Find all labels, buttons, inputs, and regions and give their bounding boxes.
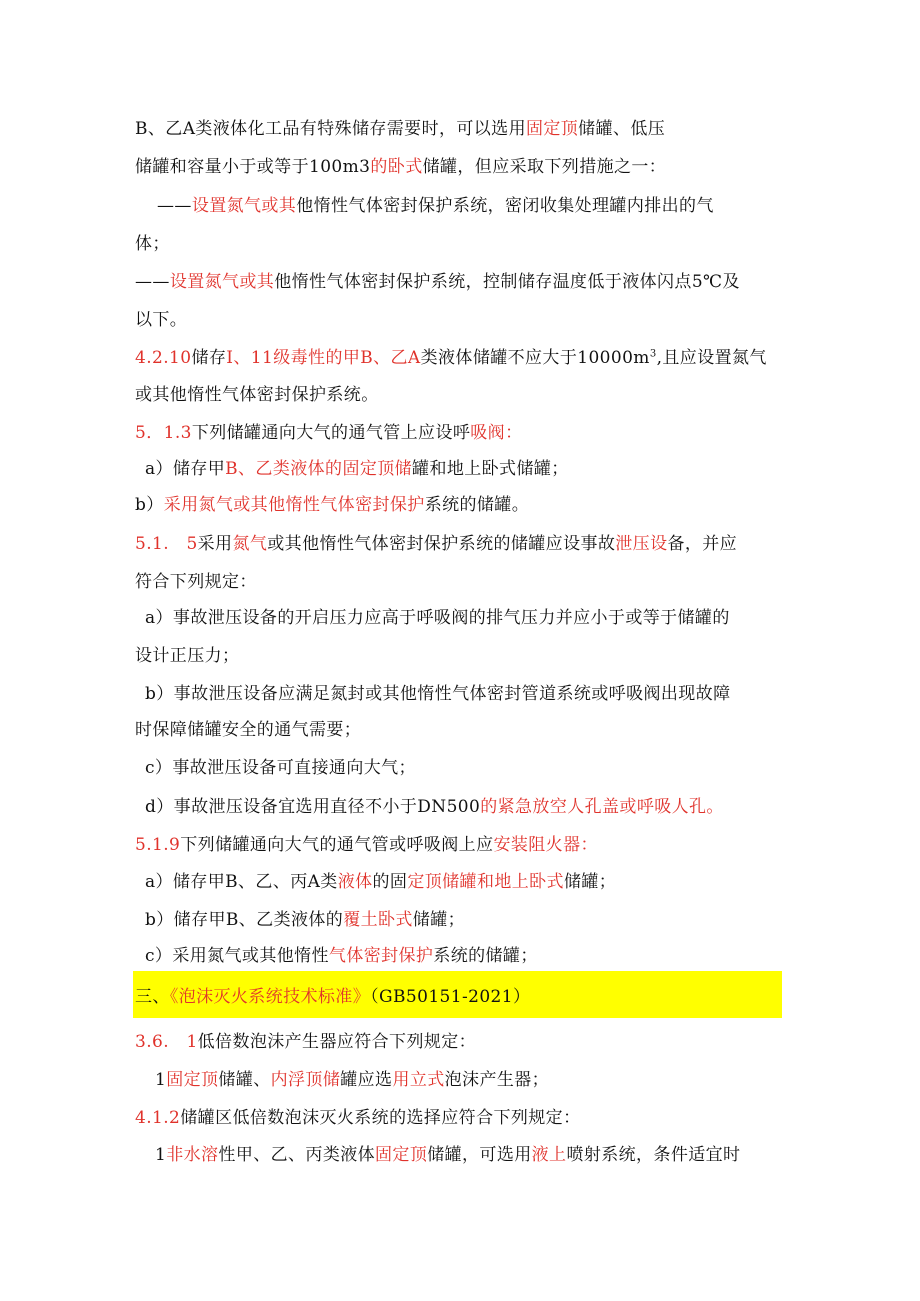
text-segment: 泡沫产生器； (444, 1070, 550, 1090)
text-line-l13 (135, 571, 257, 593)
text-line-l21 (145, 871, 616, 893)
text-segment: 设计正压力； (135, 646, 240, 666)
text-segment: 性甲、乙、丙类液体 (218, 1145, 376, 1165)
text-segment: d）事故泄压设备宜选用直径不小于DN500 (145, 797, 481, 817)
text-line-l10 (145, 458, 569, 480)
text-segment: 氮气 (232, 534, 268, 554)
text-segment: 储罐和容量小于或等于100m3 (135, 157, 371, 177)
text-segment: 时保障储罐安全的通气需要； (135, 720, 362, 740)
text-line-l7 (135, 347, 767, 369)
text-segment: b）事故泄压设备应满足氮封或其他惰性气体密封管道系统或呼吸阀出现故障 (145, 684, 731, 704)
text-segment: 系统的储罐； (433, 946, 538, 966)
text-segment: 气体密封保护 (328, 946, 434, 966)
text-segment: b）储存甲B、乙类液体的 (145, 910, 344, 930)
text-line-l8 (135, 384, 379, 406)
text-segment: 或其他惰性气体密封保护系统的储罐应设事故 (267, 534, 616, 554)
text-segment: 系统的储罐。 (424, 495, 530, 515)
text-line-l25 (135, 1031, 476, 1053)
text-segment: 罐和地上卧式储罐； (412, 459, 569, 479)
text-line-l20 (135, 834, 598, 856)
text-segment: 体； (135, 234, 170, 254)
text-line-l23 (145, 945, 538, 967)
text-segment: 采用氮气或其他惰性气体密 (163, 495, 373, 515)
text-segment: 封保护 (372, 495, 425, 515)
text-segment: 3.6. 1 (135, 1032, 198, 1052)
text-segment: 储罐，但应采取下列措施之一： (422, 157, 667, 177)
text-line-l4 (135, 233, 170, 255)
text-segment: 泄压设 (615, 534, 668, 554)
text-segment: 备，并应 (667, 534, 738, 554)
text-segment: 固定顶 (525, 119, 579, 139)
text-segment: 定顶储罐和地上卧式 (407, 872, 564, 892)
text-segment: 储罐，可选用 (427, 1145, 532, 1165)
text-segment: 喷射系统，条件适宜时 (566, 1145, 741, 1165)
text-segment: a）储存甲 (145, 459, 226, 479)
text-segment: B、乙类液体的 (225, 459, 343, 479)
text-line-l18 (145, 757, 416, 779)
text-segment: 类液体储罐不应大于10000m (420, 348, 650, 368)
text-segment: 的卧式 (370, 157, 423, 177)
text-segment: 储罐、低压 (578, 119, 666, 139)
text-segment: 固定顶 (166, 1070, 219, 1090)
text-segment: 设置氮气或其 (169, 272, 275, 292)
text-segment: 内浮顶储 (270, 1070, 341, 1090)
text-segment: b） (135, 495, 164, 515)
text-line-l24 (135, 986, 530, 1008)
text-segment: 液上 (531, 1145, 567, 1165)
text-segment: 非水溶 (166, 1145, 219, 1165)
text-segment: 5.1. 5 (135, 534, 198, 554)
text-line-l2 (135, 156, 666, 178)
text-segment: a）事故泄压设备的开启压力应高于呼吸阀的排气压力并应小于或等于储罐的 (145, 608, 730, 628)
text-segment: 储存 (191, 348, 227, 368)
text-segment: 下列储罐通向大气的通气管上应设呼 (191, 423, 471, 443)
text-segment: 罐应选 (340, 1070, 393, 1090)
text-segment: c）采用氮气或其他惰性 (145, 946, 329, 966)
text-segment: 吸阀： (470, 423, 523, 443)
text-segment: 以下。 (135, 310, 188, 330)
text-line-l17 (135, 719, 361, 741)
text-line-l16 (145, 683, 730, 705)
text-line-l22 (145, 909, 465, 931)
text-segment: 储罐、 (218, 1070, 271, 1090)
text-line-l1 (135, 118, 665, 140)
text-line-l11 (135, 494, 529, 516)
text-segment: 覆土卧式 (343, 910, 413, 930)
text-segment: 1 (155, 1145, 167, 1165)
text-segment: 5．1.3 (135, 423, 192, 443)
text-line-l3 (157, 195, 714, 217)
text-segment: 储罐； (412, 910, 465, 930)
text-segment: 储罐； (563, 872, 617, 892)
text-line-l14 (145, 607, 730, 629)
text-line-l19 (145, 796, 724, 818)
text-segment: 用立式 (392, 1070, 445, 1090)
text-line-l12 (135, 533, 737, 555)
text-segment: 1 (155, 1070, 167, 1090)
text-line-l6 (135, 309, 187, 331)
text-segment: 三、 (135, 987, 170, 1007)
text-segment: 或其他惰性气体密封保护系统。 (135, 385, 379, 405)
text-segment: 4.2.10 (135, 348, 192, 368)
text-segment: 5.1.9 (135, 835, 181, 855)
text-segment: —— (157, 196, 192, 216)
text-segment: 液体 (337, 872, 373, 892)
text-line-l28 (155, 1144, 740, 1166)
text-segment: 固定顶 (375, 1145, 428, 1165)
text-segment: 《泡沫灭火系统技术标准》 (169, 987, 371, 1007)
text-line-l26 (155, 1069, 549, 1091)
text-segment: 他惰性气体密封保护系统，控制储存温度低于液体闪点5℃及 (274, 272, 740, 292)
text-segment: 4.1.2 (135, 1108, 181, 1128)
text-segment: c）事故泄压设备可直接通向大气； (145, 758, 416, 778)
text-segment: 他惰性气体密封保护系统，密闭收集处理罐内排出的气 (296, 196, 714, 216)
text-line-l15 (135, 645, 239, 667)
text-segment: 的紧急放空人孔盖或呼吸人孔。 (480, 797, 724, 817)
text-line-l5 (135, 271, 740, 293)
text-segment: ,且应设置氮气 (656, 348, 767, 368)
text-segment: 采用 (197, 534, 233, 554)
text-segment: —— (135, 272, 170, 292)
text-segment: 3 (649, 348, 657, 360)
text-line-l27 (135, 1107, 580, 1129)
text-segment: 储罐区低倍数泡沫灭火系统的选择应符合下列规定： (180, 1108, 581, 1128)
text-segment: B、乙A类液体化工品有特殊储存需要时，可以选用 (135, 119, 526, 139)
text-segment: 符合下列规定： (135, 572, 257, 592)
text-segment: 下列储罐通向大气的通气管或呼吸阀上应 (180, 835, 494, 855)
text-segment: a）储存甲B、乙、丙A类 (145, 872, 338, 892)
text-segment: 安装阻火器： (493, 835, 598, 855)
text-segment: 低倍数泡沫产生器应符合下列规定： (197, 1032, 477, 1052)
text-segment: I、11级毒性的甲B、乙A (226, 348, 421, 368)
text-line-l9 (135, 422, 522, 444)
text-segment: 的固 (372, 872, 408, 892)
text-segment: 设置氮气或其 (191, 196, 297, 216)
text-segment: （GB50151-2021） (370, 987, 531, 1007)
text-segment: 固定顶储 (342, 459, 413, 479)
